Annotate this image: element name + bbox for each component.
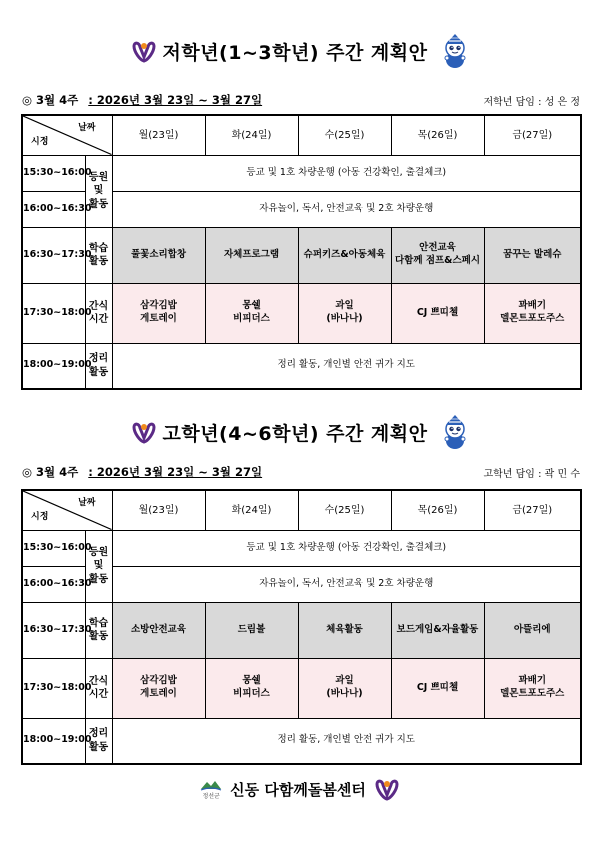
center-logo-icon bbox=[131, 38, 157, 64]
time-slot: 18:00~19:00 bbox=[22, 718, 85, 764]
time-slot: 17:30~18:00 bbox=[22, 658, 85, 718]
day-header: 금(27일) bbox=[484, 115, 581, 155]
center-logo-icon bbox=[131, 419, 157, 445]
cleanup-activity: 정리 활동, 개인별 안전 귀가 지도 bbox=[112, 718, 581, 764]
header-date-label: 날짜 bbox=[78, 123, 96, 133]
day-header: 화(24일) bbox=[205, 490, 298, 530]
day-header: 월(23일) bbox=[112, 490, 205, 530]
time-slot: 17:30~18:00 bbox=[22, 283, 85, 343]
snack-item: 몽쉘 비피더스 bbox=[205, 283, 298, 343]
free-activity: 자유놀이, 독서, 안전교육 및 2호 차량운행 bbox=[112, 566, 581, 602]
time-slot: 16:00~16:30 bbox=[22, 566, 85, 602]
table-row bbox=[22, 602, 581, 658]
study-program: 슈퍼키즈&아동체육 bbox=[298, 227, 391, 283]
snack-item: 삼각김밥 게토레이 bbox=[112, 658, 205, 718]
category-cleanup: 정리 활동 bbox=[85, 718, 112, 764]
snack-item: 몽쉘 비피더스 bbox=[205, 658, 298, 718]
section-title-row bbox=[0, 412, 600, 452]
study-program: 안전교육 다함께 점프&스페시 bbox=[391, 227, 484, 283]
time-slot: 15:30~16:00 bbox=[22, 530, 85, 566]
header-row bbox=[22, 490, 581, 530]
study-program: 드림볼 bbox=[205, 602, 298, 658]
category-study: 학습 활동 bbox=[85, 602, 112, 658]
table-row bbox=[22, 283, 581, 343]
day-header: 목(26일) bbox=[391, 115, 484, 155]
category-study: 학습 활동 bbox=[85, 227, 112, 283]
time-slot: 16:00~16:30 bbox=[22, 191, 85, 227]
county-logo bbox=[200, 779, 222, 800]
category-commute: 등원 및 활동 bbox=[85, 155, 112, 227]
county-name: 정선군 bbox=[202, 792, 220, 800]
time-slot: 16:30~17:30 bbox=[22, 602, 85, 658]
header-time-label: 시정 bbox=[31, 137, 49, 148]
mascot-icon bbox=[440, 414, 470, 450]
time-slot: 15:30~16:00 bbox=[22, 155, 85, 191]
section-title-row bbox=[0, 31, 600, 71]
weekly-schedule-table bbox=[21, 489, 582, 765]
snack-item: 과일 (바나나) bbox=[298, 283, 391, 343]
time-slot: 18:00~19:00 bbox=[22, 343, 85, 389]
category-snack: 간식 시간 bbox=[85, 283, 112, 343]
snack-item: 꽈배기 델몬트포도주스 bbox=[484, 283, 581, 343]
snack-item: CJ 쁘띠첼 bbox=[391, 658, 484, 718]
table-row bbox=[22, 155, 581, 191]
cleanup-activity: 정리 활동, 개인별 안전 귀가 지도 bbox=[112, 343, 581, 389]
week-label: ◎ 3월 4주 bbox=[22, 93, 79, 107]
study-program: 풀꽃소리합창 bbox=[112, 227, 205, 283]
day-header: 화(24일) bbox=[205, 115, 298, 155]
time-slot: 16:30~17:30 bbox=[22, 227, 85, 283]
table-row bbox=[22, 530, 581, 566]
county-logo-icon bbox=[200, 779, 222, 791]
center-logo-icon bbox=[374, 776, 400, 802]
day-header: 목(26일) bbox=[391, 490, 484, 530]
day-header: 수(25일) bbox=[298, 490, 391, 530]
header-time-label: 시정 bbox=[31, 512, 49, 523]
category-snack: 간식 시간 bbox=[85, 658, 112, 718]
study-program: 꿈꾸는 발레슈 bbox=[484, 227, 581, 283]
weekly-schedule-table bbox=[21, 114, 582, 390]
homeroom-teacher: 저학년 담임 : 성 은 정 bbox=[483, 96, 580, 108]
snack-item: 삼각김밥 게토레이 bbox=[112, 283, 205, 343]
table-row bbox=[22, 227, 581, 283]
category-cleanup: 정리 활동 bbox=[85, 343, 112, 389]
study-program: 자체프로그램 bbox=[205, 227, 298, 283]
snack-item: CJ 쁘띠첼 bbox=[391, 283, 484, 343]
day-header: 수(25일) bbox=[298, 115, 391, 155]
week-info-row bbox=[22, 463, 580, 481]
page-title: 고학년(4~6학년) 주간 계획안 bbox=[162, 422, 428, 445]
header-corner-cell bbox=[22, 490, 112, 530]
snack-item: 꽈배기 델몬트포도주스 bbox=[484, 658, 581, 718]
study-program: 소방안전교육 bbox=[112, 602, 205, 658]
day-header: 금(27일) bbox=[484, 490, 581, 530]
study-program: 아뜰리에 bbox=[484, 602, 581, 658]
homeroom-teacher: 고학년 담임 : 곽 민 수 bbox=[483, 468, 580, 480]
arrival-activity: 등교 및 1호 차량운행 (아동 건강확인, 출결체크) bbox=[112, 155, 581, 191]
week-period: : 2026년 3월 23일 ~ 3월 27일 bbox=[88, 465, 263, 479]
table-row bbox=[22, 658, 581, 718]
week-info-row bbox=[22, 91, 580, 109]
center-name: 신동 다함께돌봄센터 bbox=[230, 780, 366, 799]
table-row bbox=[22, 343, 581, 389]
table-row bbox=[22, 718, 581, 764]
header-row bbox=[22, 115, 581, 155]
mascot-icon bbox=[440, 33, 470, 69]
snack-item: 과일 (바나나) bbox=[298, 658, 391, 718]
header-corner-cell bbox=[22, 115, 112, 155]
study-program: 보드게임&자율활동 bbox=[391, 602, 484, 658]
week-label: ◎ 3월 4주 bbox=[22, 465, 79, 479]
footer bbox=[0, 774, 600, 804]
category-commute: 등원 및 활동 bbox=[85, 530, 112, 602]
day-header: 월(23일) bbox=[112, 115, 205, 155]
study-program: 체육활동 bbox=[298, 602, 391, 658]
header-date-label: 날짜 bbox=[78, 498, 96, 508]
arrival-activity: 등교 및 1호 차량운행 (아동 건강확인, 출결체크) bbox=[112, 530, 581, 566]
week-period: : 2026년 3월 23일 ~ 3월 27일 bbox=[88, 93, 263, 107]
page-title: 저학년(1~3학년) 주간 계획안 bbox=[162, 41, 428, 64]
free-activity: 자유놀이, 독서, 안전교육 및 2호 차량운행 bbox=[112, 191, 581, 227]
